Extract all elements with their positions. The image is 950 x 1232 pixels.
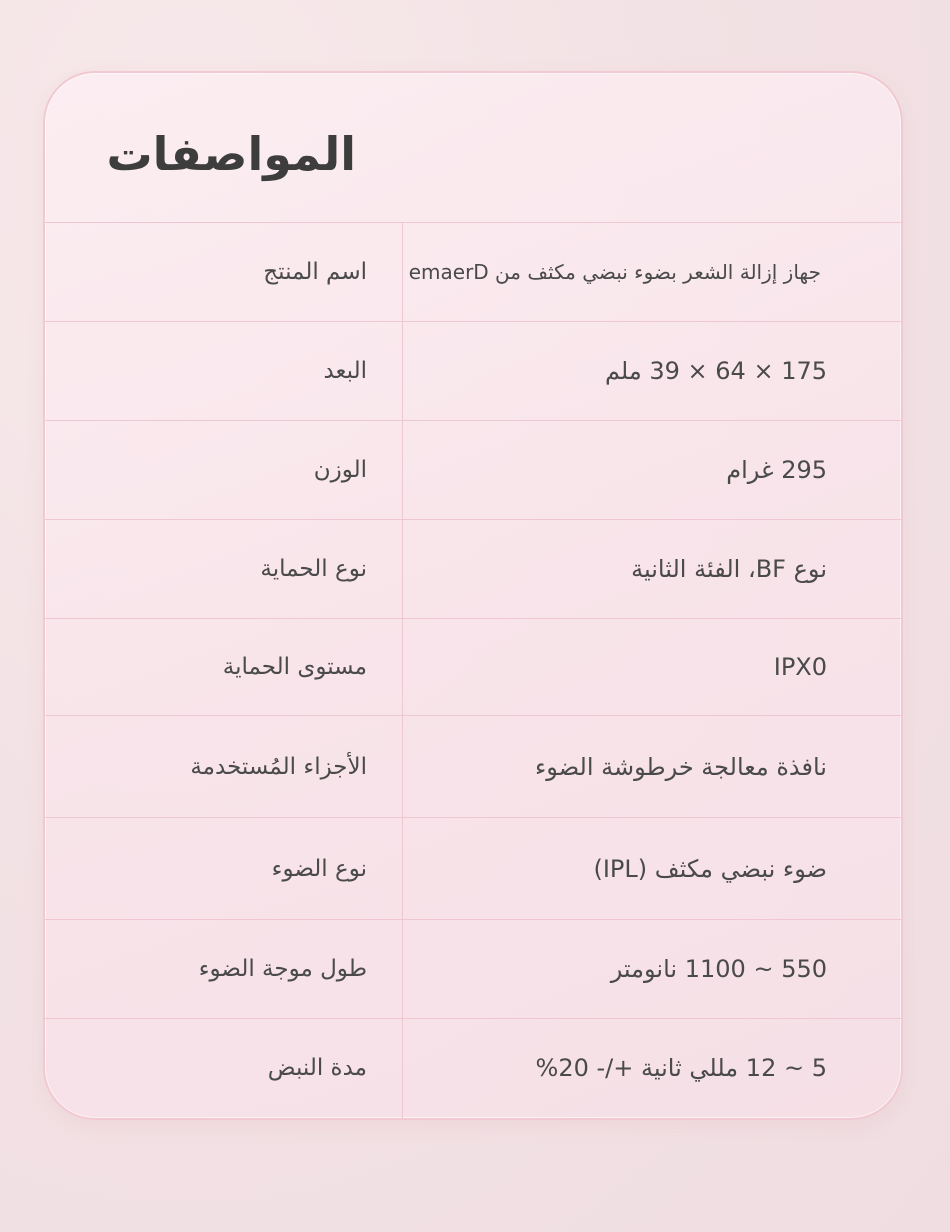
spec-label: نوع الضوء (271, 855, 367, 882)
spec-row-protection-level (45, 618, 903, 715)
spec-label: البعد (323, 358, 367, 384)
page-title: المواصفات (106, 127, 356, 181)
spec-value: 550 ~ 1100 نانومتر (610, 955, 827, 983)
spec-row-light-type (45, 817, 903, 919)
spec-value: نوع BF، الفئة الثانية (631, 555, 827, 583)
spec-value: جهاز إزالة الشعر بضوء نبضي مكثف من emaerD (408, 260, 821, 284)
spec-label: نوع الحماية (260, 556, 367, 582)
spec-value: نافذة معالجة خرطوشة الضوء (535, 752, 827, 781)
spec-row-weight (45, 420, 903, 519)
spec-value: ضوء نبضي مكثف (IPL) (593, 854, 827, 883)
spec-value: 175 × 64 × 39 ملم (604, 357, 827, 385)
spec-label: اسم المنتج (263, 259, 367, 285)
spec-table (45, 222, 903, 1117)
spec-row-protection-type (45, 519, 903, 618)
spec-label: الأجزاء المُستخدمة (190, 753, 367, 780)
spec-row-dimensions (45, 321, 903, 420)
spec-row-product-name (45, 222, 903, 321)
spec-label: مدة النبض (267, 1055, 367, 1081)
spec-row-applied-parts (45, 715, 903, 817)
spec-value: IPX0 (773, 653, 827, 681)
spec-label: مستوى الحماية (222, 654, 367, 680)
column-divider (402, 222, 403, 1120)
spec-row-wavelength (45, 919, 903, 1018)
spec-label: طول موجة الضوء (198, 956, 367, 982)
spec-label: الوزن (313, 457, 367, 483)
spec-row-pulse-duration (45, 1018, 903, 1117)
specifications-card (43, 71, 903, 1120)
spec-value: 5 ~ 12 مللي ثانية +/- 20% (535, 1054, 827, 1082)
spec-value: 295 غرام (726, 456, 827, 484)
